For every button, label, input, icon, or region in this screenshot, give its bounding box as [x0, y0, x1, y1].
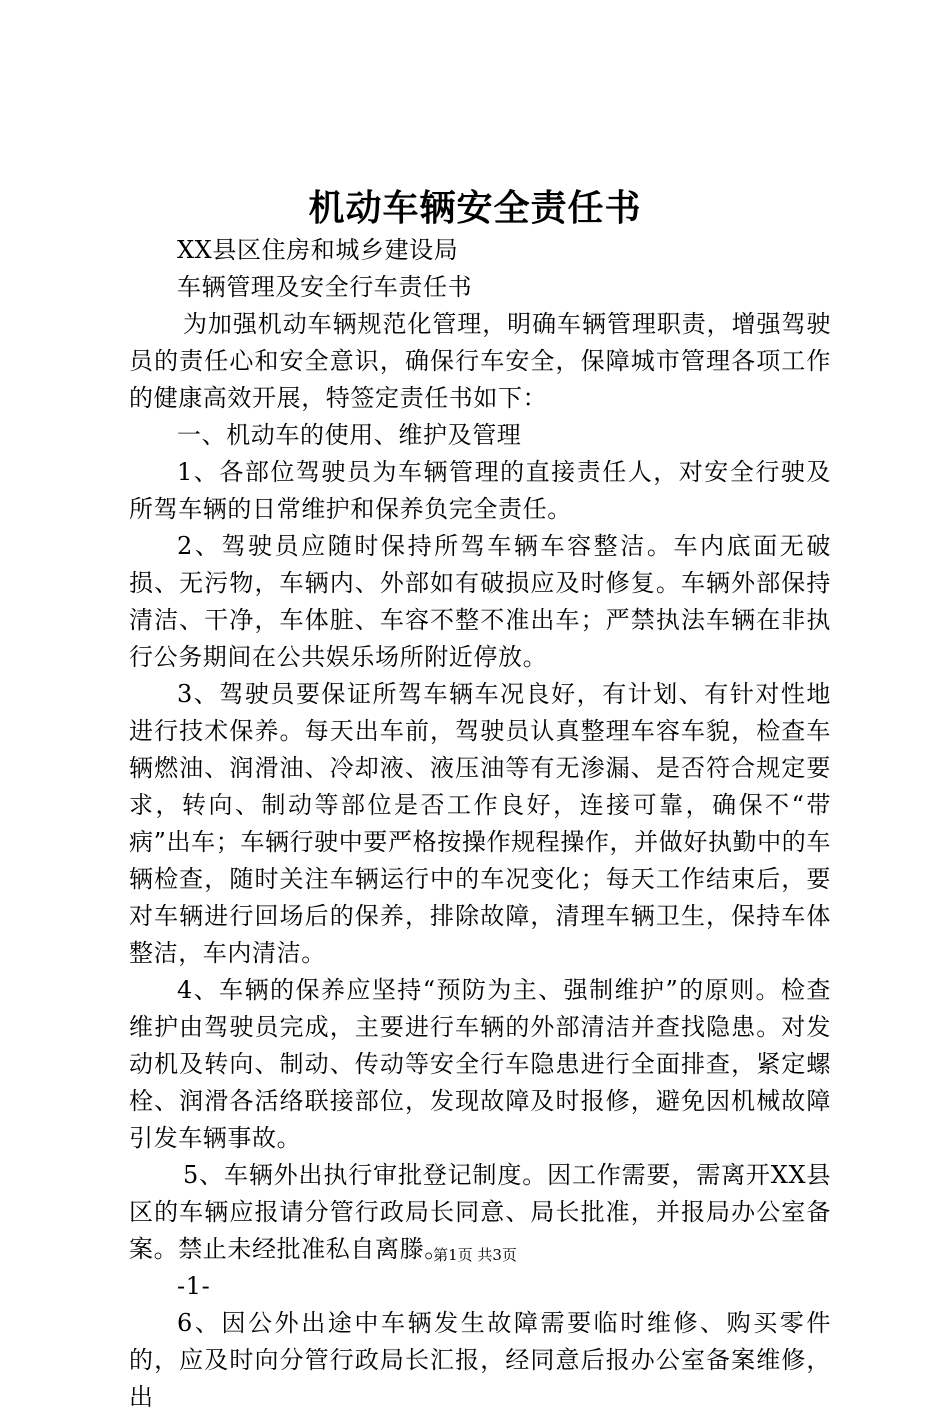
- paragraph-item-5: 5、车辆外出执行审批登记制度。因工作需要，需离开XX县区的车辆应报请分管行政局长同意、局长批准，并报局办公室备案。禁止未经批准私自离滕。: [129, 1161, 831, 1263]
- paragraph-item-4: 4、车辆的保养应坚持“预防为主、强制维护”的原则。检查维护由驾驶员完成，主要进行车辆的外部清洁并查找隐患。对发动机及转向、制动、传动等安全行车隐患进行全面排查，紧定螺栓、润滑各活络联接部位，发现故障及时报修，避免因机械故障引发车辆事故。: [129, 976, 831, 1152]
- document-title: 机动车辆安全责任书: [308, 187, 642, 229]
- inline-page-number: -1-: [177, 1272, 211, 1300]
- paragraph-subtitle: 车辆管理及安全行车责任书: [177, 273, 473, 301]
- page-footer: 第1页 共3页: [433, 1246, 517, 1264]
- paragraph-item-3: 3、驾驶员要保证所驾车辆车况良好，有计划、有针对性地进行技术保养。每天出车前，驾驶员认真整理车容车貌，检查车辆燃油、润滑油、冷却液、液压油等有无渗漏、是否符合规定要求，转向、制动等部位是否工作良好，连接可靠，确保不“带病”出车；车辆行驶中要严格按操作规程操作，并做好执勤中的车辆检查，随时关注车辆运行中的车况变化；每天工作结束后，要对车辆进行回场后的保养，排除故障，清理车辆卫生，保持车体整洁，车内清洁。: [129, 680, 831, 967]
- section-heading-1: 一、机动车的使用、维护及管理: [177, 421, 522, 449]
- document-body: [129, 232, 831, 1416]
- paragraph-item-6: 6、因公外出途中车辆发生故障需要临时维修、购买零件的，应及时向分管行政局长汇报，经同意后报办公室备案维修，出: [129, 1309, 831, 1411]
- paragraph-item-1: 1、各部位驾驶员为车辆管理的直接责任人，对安全行驶及所驾车辆的日常维护和保养负完全责任。: [129, 458, 831, 523]
- paragraph-item-2: 2、驾驶员应随时保持所驾车辆车容整洁。车内底面无破损、无污物，车辆内、外部如有破损应及时修复。车辆外部保持清洁、干净，车体脏、车容不整不准出车；严禁执法车辆在非执行公务期间在公共娱乐场所附近停放。: [129, 532, 831, 671]
- paragraph-intro: 为加强机动车辆规范化管理，明确车辆管理职责，增强驾驶员的责任心和安全意识，确保行车安全，保障城市管理各项工作的健康高效开展，特签定责任书如下：: [129, 310, 831, 412]
- paragraph-org-name: XX县区住房和城乡建设局: [177, 236, 459, 264]
